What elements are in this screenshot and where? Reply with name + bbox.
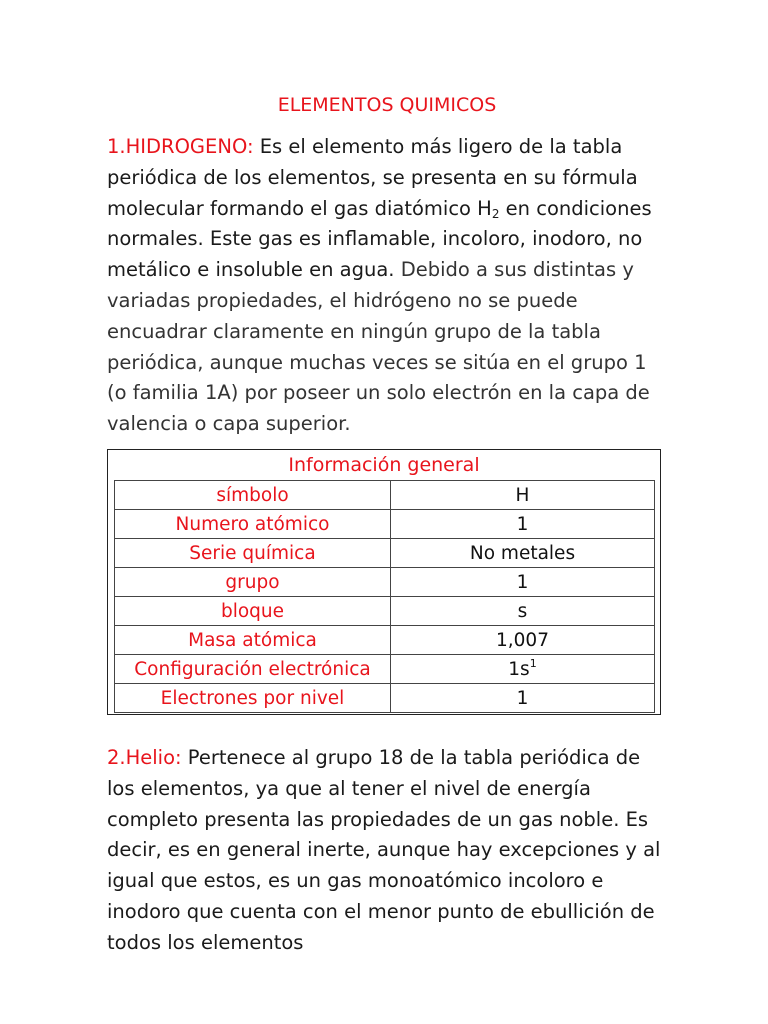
config-superscript: 1 xyxy=(529,656,537,670)
row-value: H xyxy=(391,481,655,510)
row-label: Electrones por nivel xyxy=(115,684,391,713)
row-value: 1 xyxy=(391,684,655,713)
row-value: 1 xyxy=(391,568,655,597)
table-row xyxy=(115,626,655,655)
hydrogen-text-b: en condiciones normales. Este gas es inflamable, incoloro, inodoro, no metálico e insoluble en agua. xyxy=(107,196,652,282)
table-row xyxy=(115,481,655,510)
row-value: 1,007 xyxy=(391,626,655,655)
document-title: ELEMENTOS QUIMICOS xyxy=(277,94,497,116)
hydrogen-heading: 1.HIDROGENO: xyxy=(107,135,254,158)
row-label: Configuración electrónica xyxy=(115,655,391,684)
table-row xyxy=(115,539,655,568)
row-label: grupo xyxy=(115,568,391,597)
helium-paragraph xyxy=(107,743,665,959)
table-row xyxy=(115,568,655,597)
hydrogen-subscript: 2 xyxy=(491,206,500,221)
row-value-electron-config xyxy=(391,655,655,684)
row-value: s xyxy=(391,597,655,626)
row-value: No metales xyxy=(391,539,655,568)
info-table-title: Información general xyxy=(288,454,480,476)
row-label: Serie química xyxy=(115,539,391,568)
table-row xyxy=(115,510,655,539)
info-table-box xyxy=(107,449,661,715)
table-row xyxy=(115,655,655,684)
hydrogen-paragraph xyxy=(107,132,665,440)
helium-heading: 2.Helio: xyxy=(107,746,182,769)
table-row xyxy=(115,684,655,713)
row-value: 1 xyxy=(391,510,655,539)
row-label: símbolo xyxy=(115,481,391,510)
row-label: Numero atómico xyxy=(115,510,391,539)
hydrogen-text-c: Debido a sus distintas y variadas propiedades, el hidrógeno no se puede encuadrar claramente en ningún grupo de la tabla periódica, aunque muchas veces se sitúa en el grupo 1 (o familia 1A) por poseer un solo electrón en la capa de valencia o capa superior. xyxy=(107,258,650,436)
helium-text: Pertenece al grupo 18 de la tabla periódica de los elementos, ya que al tener el nivel de energía completo presenta las propiedades de un gas noble. Es decir, es en general inerte, aunque hay excepciones y al igual que estos, es un gas monoatómico incoloro e inodoro que cuenta con el menor punto de ebullición de todos los elementos xyxy=(107,746,661,954)
table-row xyxy=(115,597,655,626)
row-label: bloque xyxy=(115,597,391,626)
config-base: 1s xyxy=(508,658,530,680)
row-label: Masa atómica xyxy=(115,626,391,655)
hydrogen-text-a: Es el elemento más ligero de la tabla periódica de los elementos, se presenta en su fórmula molecular formando el gas diatómico H xyxy=(107,135,638,220)
info-table xyxy=(114,480,655,713)
